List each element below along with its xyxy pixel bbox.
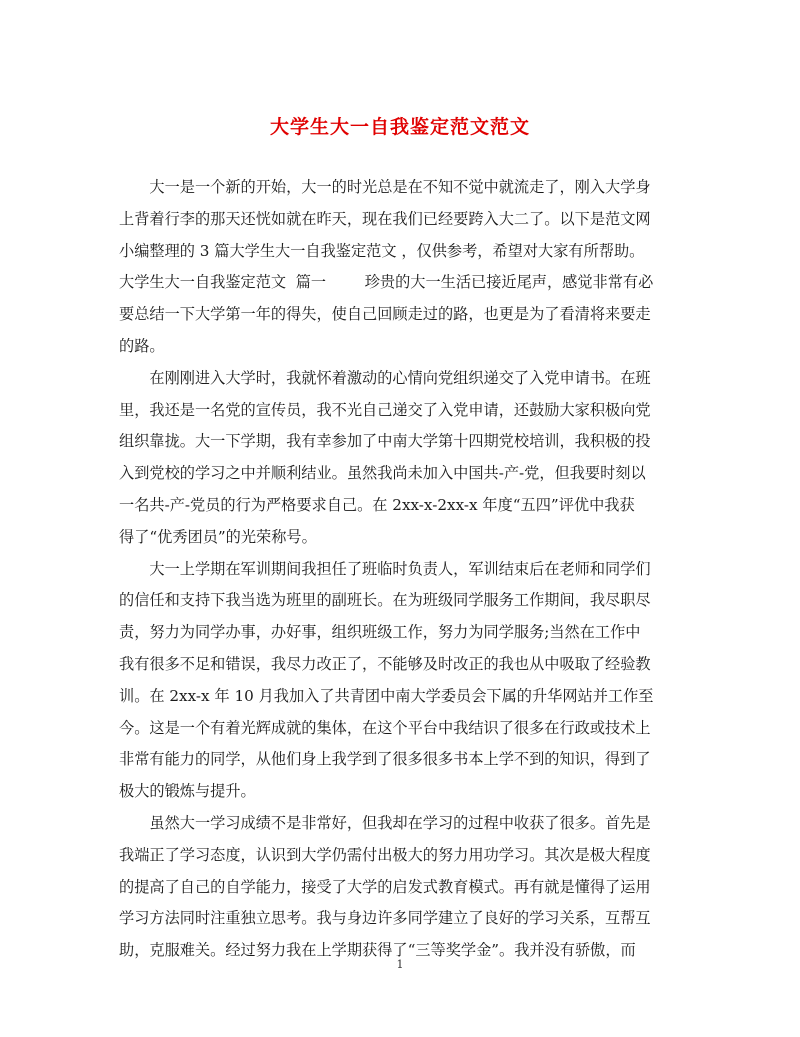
text-line: 的提高了自己的自学能力，接受了大学的启发式教育模式。再有就是懂得了运用	[119, 877, 651, 896]
text-line: 得了“优秀团员”的光荣称号。	[119, 527, 317, 546]
page-title: 大学生大一自我鉴定范文范文	[269, 116, 530, 138]
text-line: 上背着行李的那天还恍如就在昨天，现在我们已经要跨入大二了。以下是范文网	[119, 209, 651, 228]
text-line: 在刚刚进入大学时，我就怀着激动的心情向党组织递交了入党申请书。在班	[119, 368, 651, 387]
text-line: 责，努力为同学办事，办好事，组织班级工作，努力为同学服务;当然在工作中	[119, 623, 641, 642]
text-line: 大学生大一自我鉴定范文 篇一 珍贵的大一生活已接近尾声，感觉非常有必	[119, 273, 654, 292]
text-line: 极大的锻炼与提升。	[119, 782, 256, 801]
text-line: 的信任和支持下我当选为班里的副班长。在为班级同学服务工作期间，我尽职尽	[119, 591, 651, 610]
text-line: 学习方法同时注重独立思考。我与身边许多同学建立了良好的学习关系，互帮互	[119, 909, 651, 928]
text-line: 组织靠拢。大一下学期，我有幸参加了中南大学第十四期党校培训，我积极的投	[119, 432, 651, 451]
text-line: 助，克服难关。经过努力我在上学期获得了“三等奖学金”。我并没有骄傲，而	[119, 941, 636, 960]
text-line: 训。在 2xx-x 年 10 月我加入了共青团中南大学委员会下属的升华网站并工作至	[119, 686, 654, 705]
text-line: 入到党校的学习之中并顺利结业。虽然我尚未加入中国共-产-党，但我要时刻以	[119, 464, 646, 483]
page-number: 1	[396, 958, 404, 971]
text-line: 大一是一个新的开始，大一的时光总是在不知不觉中就流走了，刚入大学身	[119, 178, 651, 196]
text-line: 里，我还是一名党的宣传员，我不光自己递交了入党申请，还鼓励大家积极向党	[119, 400, 651, 419]
text-line: 一名共-产-党员的行为严格要求自己。在 2xx-x-2xx-x 年度“五四”评优中我获	[119, 495, 635, 514]
text-line: 虽然大一学习成绩不是非常好，但我却在学习的过程中收获了很多。首先是	[119, 813, 651, 832]
text-line: 我有很多不足和错误，我尽力改正了，不能够及时改正的我也从中吸取了经验教	[119, 654, 651, 673]
text-line: 今。这是一个有着光辉成就的集体，在这个平台中我结识了很多在行政或技术上	[119, 718, 651, 737]
text-line: 小编整理的 3 篇大学生大一自我鉴定范文 ，仅供参考，希望对大家有所帮助。	[119, 241, 645, 260]
text-line: 大一上学期在军训期间我担任了班临时负责人，军训结束后在老师和同学们	[119, 559, 651, 578]
text-line: 我端正了学习态度，认识到大学仍需付出极大的努力用功学习。其次是极大程度	[119, 845, 651, 864]
text-line: 的路。	[119, 336, 165, 355]
text-line: 非常有能力的同学，从他们身上我学到了很多很多书本上学不到的知识，得到了	[119, 750, 651, 769]
document-body	[119, 172, 681, 967]
text-line: 要总结一下大学第一年的得失，使自己回顾走过的路，也更是为了看清将来要走	[119, 305, 651, 324]
